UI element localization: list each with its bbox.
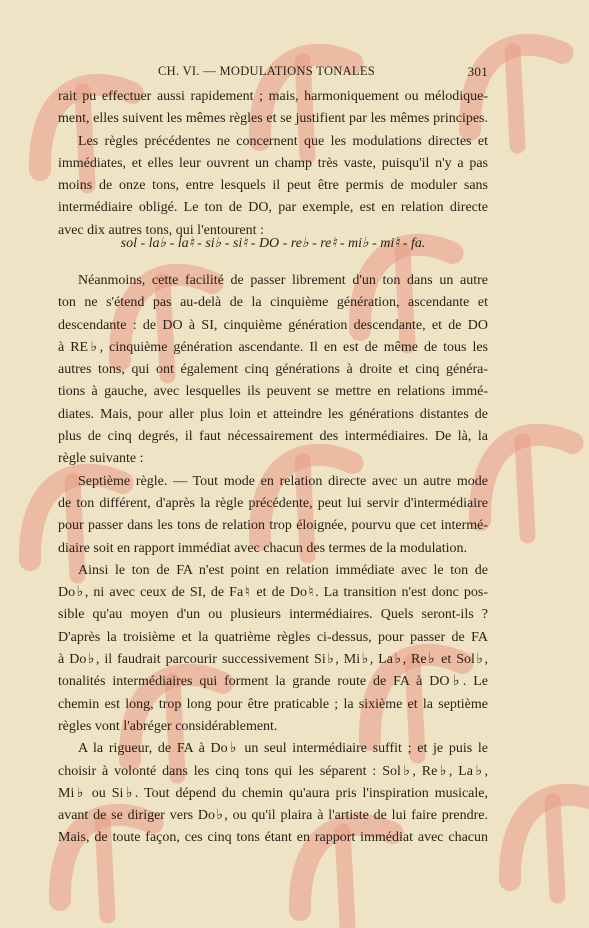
text-line: immédiates, et elles leur ouvrent un champ très vaste, puisqu'il n'y a pas (58, 155, 488, 171)
text-line: tonalités intermédiaires qui forment la grande route de FA à DO♭. Le (58, 674, 488, 690)
body-text-top (58, 86, 488, 242)
text-line: Mais, de toute façon, ces cinq tons étant en rapport immédiat avec chacun (58, 830, 488, 846)
text-line: Mi♭ ou Si♭. Tout dépend du chemin qu'aura pris l'inspiration musicale, (58, 785, 488, 801)
text-line: ton ne s'étend pas au-delà de la cinquième génération, ascendante et (58, 295, 488, 311)
text-line: Septième règle. — Tout mode en relation directe avec un autre mode (78, 473, 488, 489)
text-line: Do♭, ni avec ceux de SI, de Fa♮ et de Do♮. La transition n'est donc pos- (58, 585, 488, 601)
text-line: diaire soit en rapport immédiat avec chacun des termes de la modulation. (58, 540, 467, 556)
running-title: CH. VI. — MODULATIONS TONALES (158, 64, 376, 78)
text-line: de ton différent, d'après la règle précédente, peut lui servir d'intermédiaire (58, 495, 488, 511)
text-line: chemin est long, trop long pour être praticable ; la sixième et la septième (58, 696, 488, 712)
text-line: ment, elles suivent les mêmes règles et se justifient par les mêmes principes. (58, 111, 488, 127)
text-line: Ainsi le ton de FA n'est point en relation immédiate avec le ton de (78, 562, 488, 578)
text-line: règle suivante : (58, 451, 144, 467)
text-line: pour passer dans les tons de relation trop éloignée, pourvu que cet intermé- (58, 518, 488, 534)
text-line: descendante : de DO à SI, cinquième génération descendante, et de DO (58, 317, 488, 333)
text-line: sible qu'au moyen d'un ou plusieurs intermédiaires. Quels seront-ils ? (58, 607, 488, 623)
text-line: avant de se diriger vers Do♭, ou qu'il plaira à l'artiste de lui faire prendre. (58, 808, 488, 824)
text-line: avec dix autres tons, qui l'entourent : (58, 222, 264, 238)
text-line: à RE♭, cinquième génération ascendante. Il en est de même de tous les (58, 339, 488, 355)
body-text-bottom (58, 270, 488, 850)
watermark-mark (483, 773, 589, 913)
text-line: rait pu effectuer aussi rapidement ; mais, harmoniquement ou mélodique- (58, 89, 488, 104)
text-line: intermédiaire obligé. Le ton de DO, par exemple, est en relation directe (58, 200, 488, 216)
text-line: Néanmoins, cette facilité de passer librement d'un ton dans un autre (78, 273, 488, 288)
text-line: plus de cinq degrés, il faut nécessairement des intermédiaires. De là, la (58, 429, 488, 445)
text-line: tions à gauche, avec lesquelles ils peuvent se mettre en relations immé- (58, 384, 488, 400)
tone-formula: sol - la♭ - la♮ - si♭ - si♮ - DO - re♭ - re♮ - mi♭ - mi♮ - fa. (120, 236, 426, 251)
text-line: autres tons, qui ont également cinq générations à droite et cinq généra- (58, 362, 488, 378)
text-line: Les règles précédentes ne concernent que les modulations directes et (78, 133, 488, 149)
text-line: diates. Mais, pour aller plus loin et atteindre les générations distantes de (58, 406, 488, 422)
text-line: D'après la troisième et la quatrième règles ci-dessus, pour passer de FA (58, 629, 488, 645)
page-header (58, 64, 488, 82)
text-line: règles vont l'abréger considérablement. (58, 718, 278, 734)
text-line: choisir à volonté dans les cinq tons qui les séparent : Sol♭, Re♭, La♭, (58, 763, 488, 779)
text-line: A la rigueur, de FA à Do♭ un seul intermédiaire suffit ; et je puis le (78, 741, 488, 757)
text-line: moins de onze tons, entre lesquels il peut être permis de moduler sans (58, 178, 488, 194)
text-line: à Do♭, il faudrait parcourir successivement Si♭, Mi♭, La♭, Re♭ et Sol♭, (58, 652, 488, 668)
page-number: 301 (467, 64, 488, 79)
